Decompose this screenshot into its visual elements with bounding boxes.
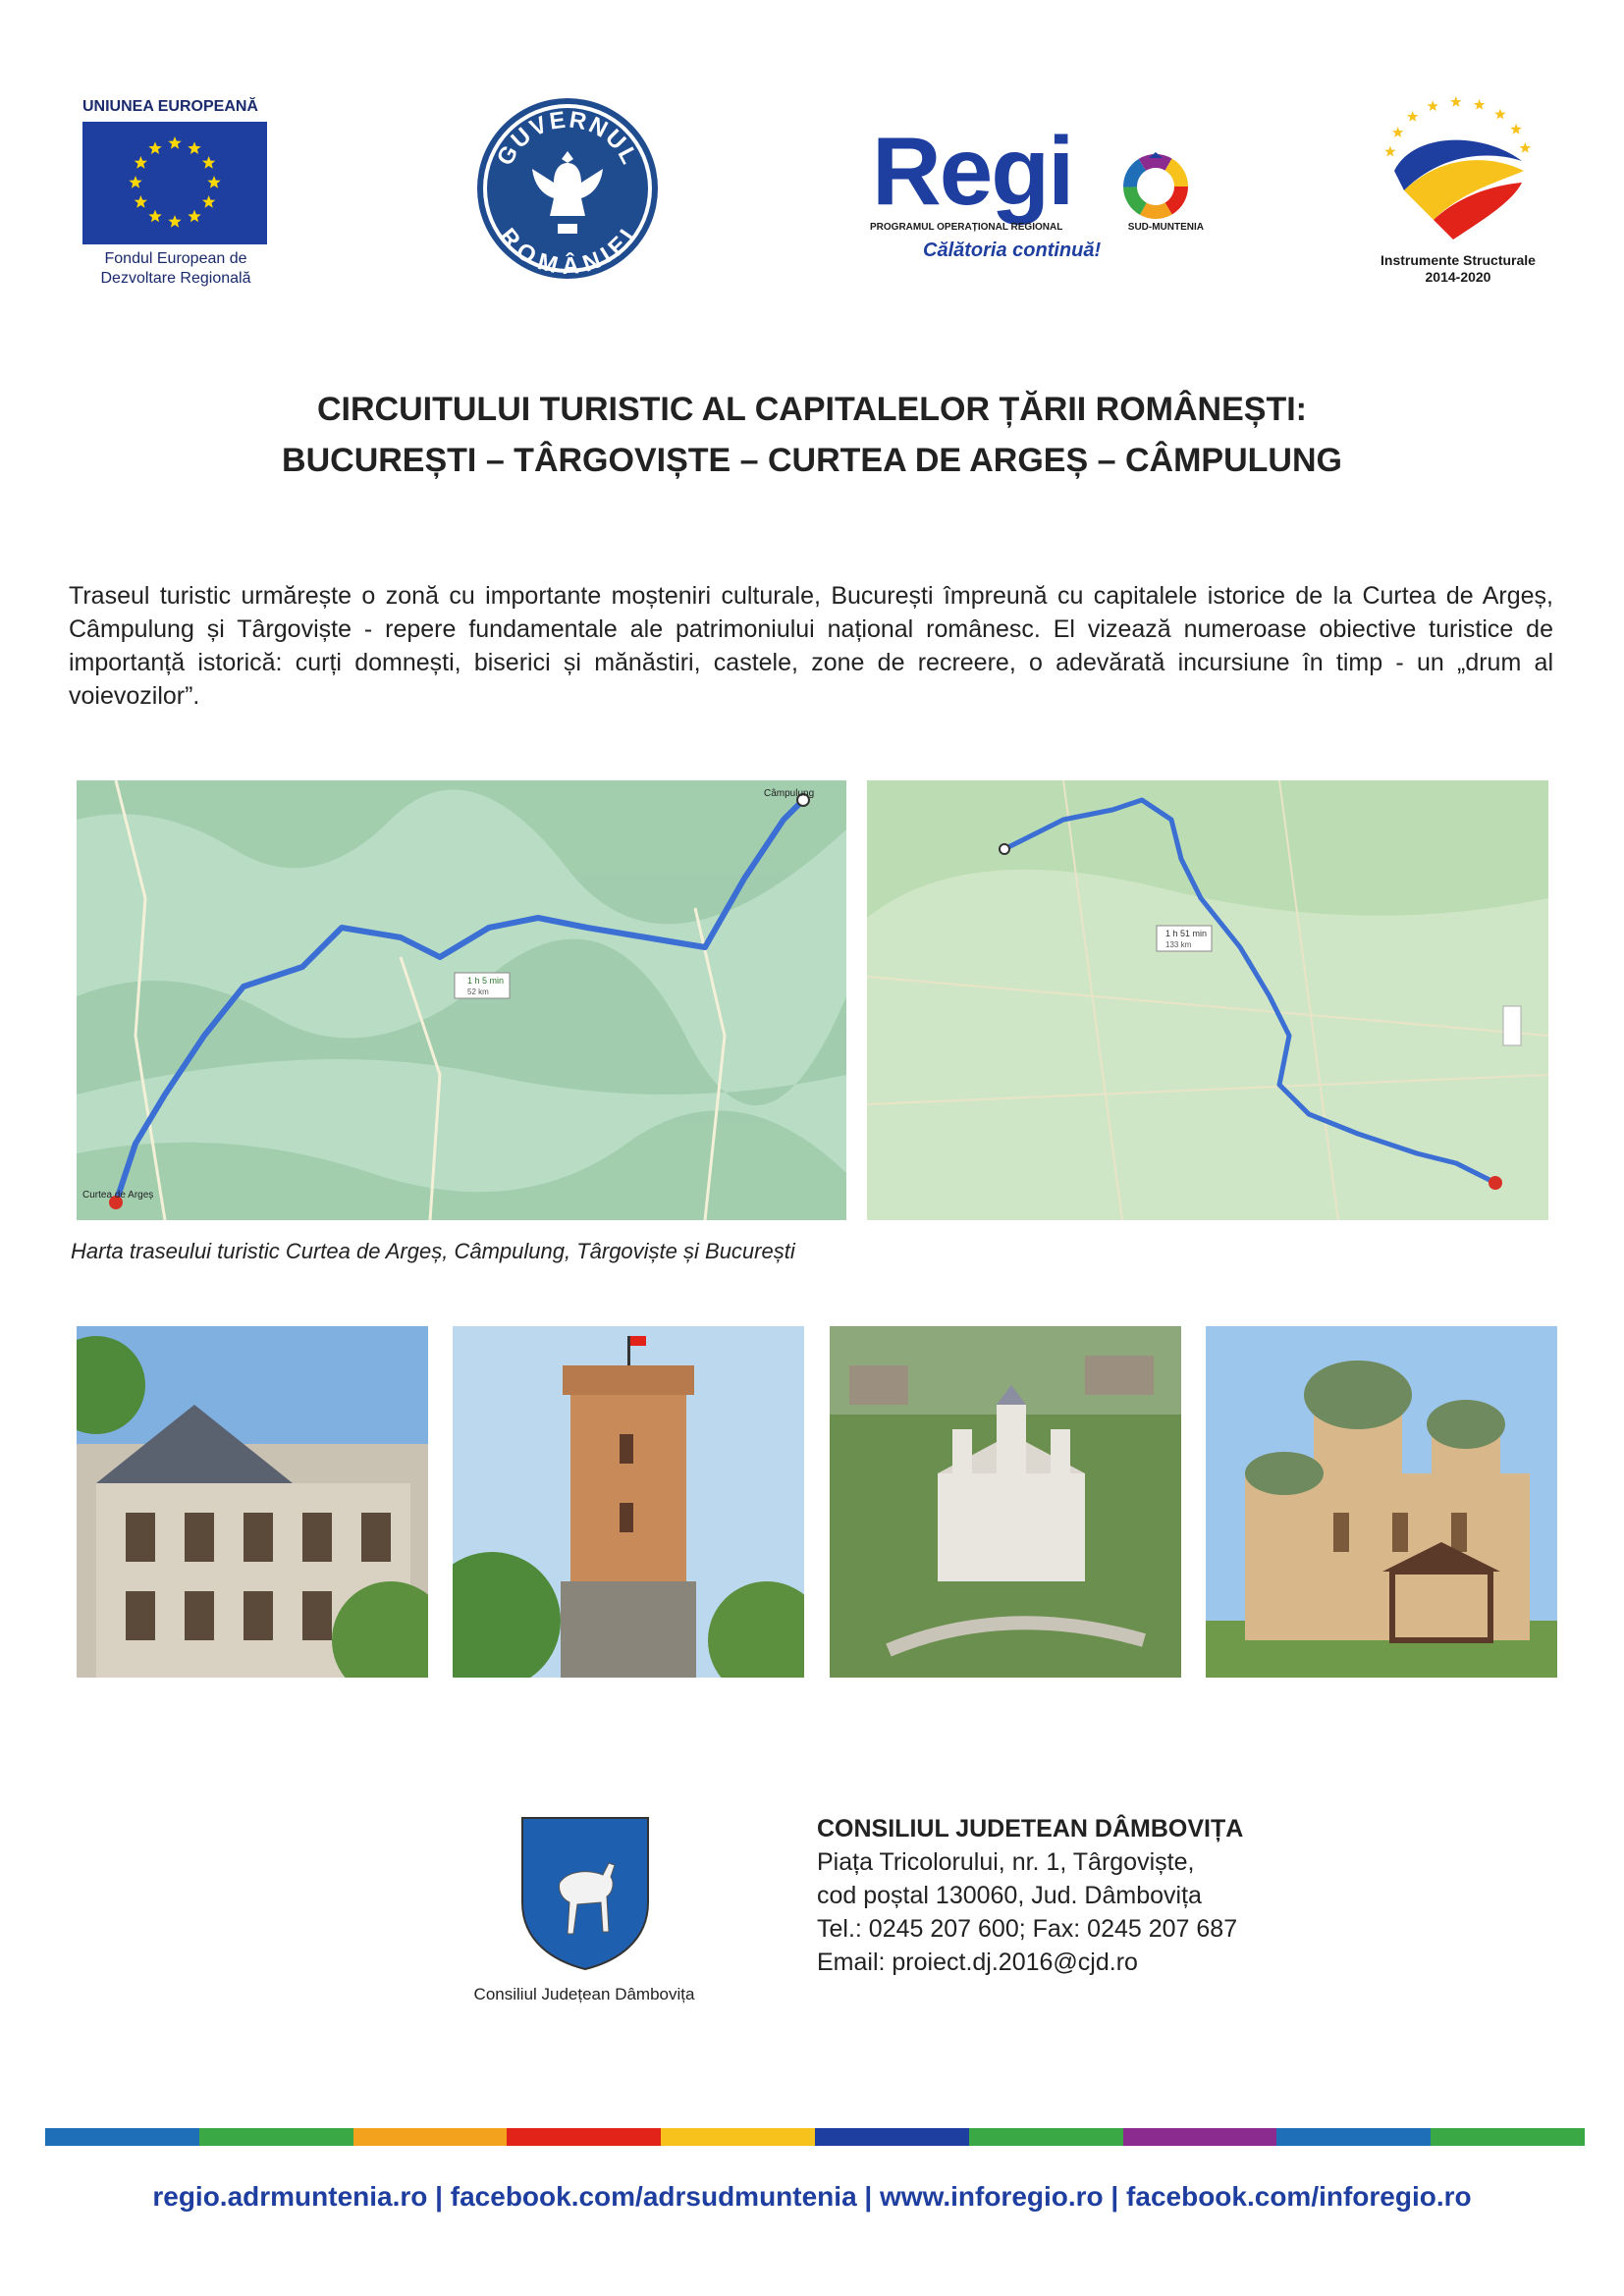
council-address-line-2: cod poștal 130060, Jud. Dâmbovița [817, 1882, 1202, 1909]
stripe-segment [815, 2128, 969, 2146]
map2-distance: 133 km [1165, 940, 1192, 949]
page-title-line-1: CIRCUITULUI TURISTIC AL CAPITALELOR ȚĂRII ROMÂNEȘTI: [317, 391, 1307, 428]
photo-chindia-tower [453, 1326, 804, 1678]
eu-fund-name: Fondul European de Dezvoltare Regională [100, 250, 251, 287]
map1-time: 1 h 5 min [467, 976, 505, 986]
stripe-segment [45, 2128, 199, 2146]
stripe-segment [507, 2128, 661, 2146]
photo-curtea-de-arges-monastery [830, 1326, 1181, 1678]
government-seal-icon [473, 94, 662, 283]
is-star-icon [1428, 100, 1438, 111]
council-address-line-1: Piața Tricolorului, nr. 1, Târgoviște, [817, 1848, 1195, 1876]
stripe-segment [1276, 2128, 1431, 2146]
photo-palace [77, 1326, 428, 1678]
stripe-segment [1123, 2128, 1277, 2146]
structural-instruments-logo-icon [1375, 92, 1542, 249]
is-star-icon [1450, 96, 1461, 107]
council-contact-block [817, 1812, 1367, 1979]
coat-of-arms-icon [518, 1814, 652, 1971]
page-title-line-2: BUCUREȘTI – TÂRGOVIȘTE – CURTEA DE ARGEȘ – CÂMPULUNG [282, 442, 1342, 479]
stripe-segment [199, 2128, 353, 2146]
regio-tagline: Călătoria continuă! [923, 240, 1102, 261]
is-star-icon [1384, 146, 1395, 157]
stripe-segment [661, 2128, 815, 2146]
intro-paragraph: Traseul turistic urmărește o zonă cu importante moșteniri culturale, București împreună cu capitalele istorice de la Curtea de Argeș, Câmpulung și Târgoviște - repere fundamentale ale patrimoniului național românesc. El vizează numeroase obiective turistice de importanță istorică: curți domnești, biserici și mănăstiri, castele, zone de recreere, o adevărată incursiune în timp - un „drum al voievozilor”. [69, 582, 1553, 710]
route-map-arges-bucuresti [867, 780, 1548, 1220]
is-star-icon [1510, 124, 1521, 134]
photo-orthodox-church [1206, 1326, 1557, 1678]
is-star-icon [1474, 99, 1485, 110]
stripe-segment [1431, 2128, 1585, 2146]
council-email[interactable]: Email: proiect.dj.2016@cjd.ro [817, 1949, 1138, 1976]
is-star-icon [1520, 142, 1531, 153]
footer-links[interactable]: regio.adrmuntenia.ro | facebook.com/adrsudmuntenia | www.inforegio.ro | facebook.com/inforegio.ro [152, 2181, 1472, 2212]
structural-instruments-label: Instrumente Structurale 2014-2020 [1380, 252, 1536, 285]
council-name: CONSILIUL JUDETEAN DÂMBOVIȚA [817, 1815, 1244, 1842]
map1-distance: 52 km [467, 988, 489, 996]
gov-seal-top: GUVERNUL [491, 106, 644, 171]
coat-of-arms-label: Consiliul Județean Dâmbovița [473, 1985, 695, 2003]
map-caption: Harta traseului turistic Curtea de Argeș, Câmpulung, Târgoviște și București [71, 1239, 795, 1263]
stripe-segment [969, 2128, 1123, 2146]
map1-end-label: Câmpulung [764, 788, 815, 799]
is-star-icon [1494, 109, 1505, 120]
route-map-arges-campulung [77, 780, 846, 1220]
is-star-icon [1392, 127, 1403, 137]
eu-flag-icon [82, 122, 267, 244]
map2-time: 1 h 51 min [1165, 929, 1208, 938]
council-phone: Tel.: 0245 207 600; Fax: 0245 207 687 [817, 1915, 1238, 1943]
map1-start-label: Curtea de Argeș [82, 1190, 154, 1201]
regio-program-name: PROGRAMUL OPERAȚIONAL REGIONAL SUD-MUNTENIA [870, 222, 1204, 233]
stripe-segment [353, 2128, 508, 2146]
regio-ring-icon [1121, 152, 1190, 221]
gov-seal-bottom: ROMÂNIEI [494, 223, 642, 281]
is-star-icon [1407, 111, 1418, 122]
regio-logo-text: Regi [872, 117, 1073, 225]
eu-label: UNIUNEA EUROPEANĂ [82, 98, 258, 115]
color-stripe [45, 2128, 1585, 2146]
